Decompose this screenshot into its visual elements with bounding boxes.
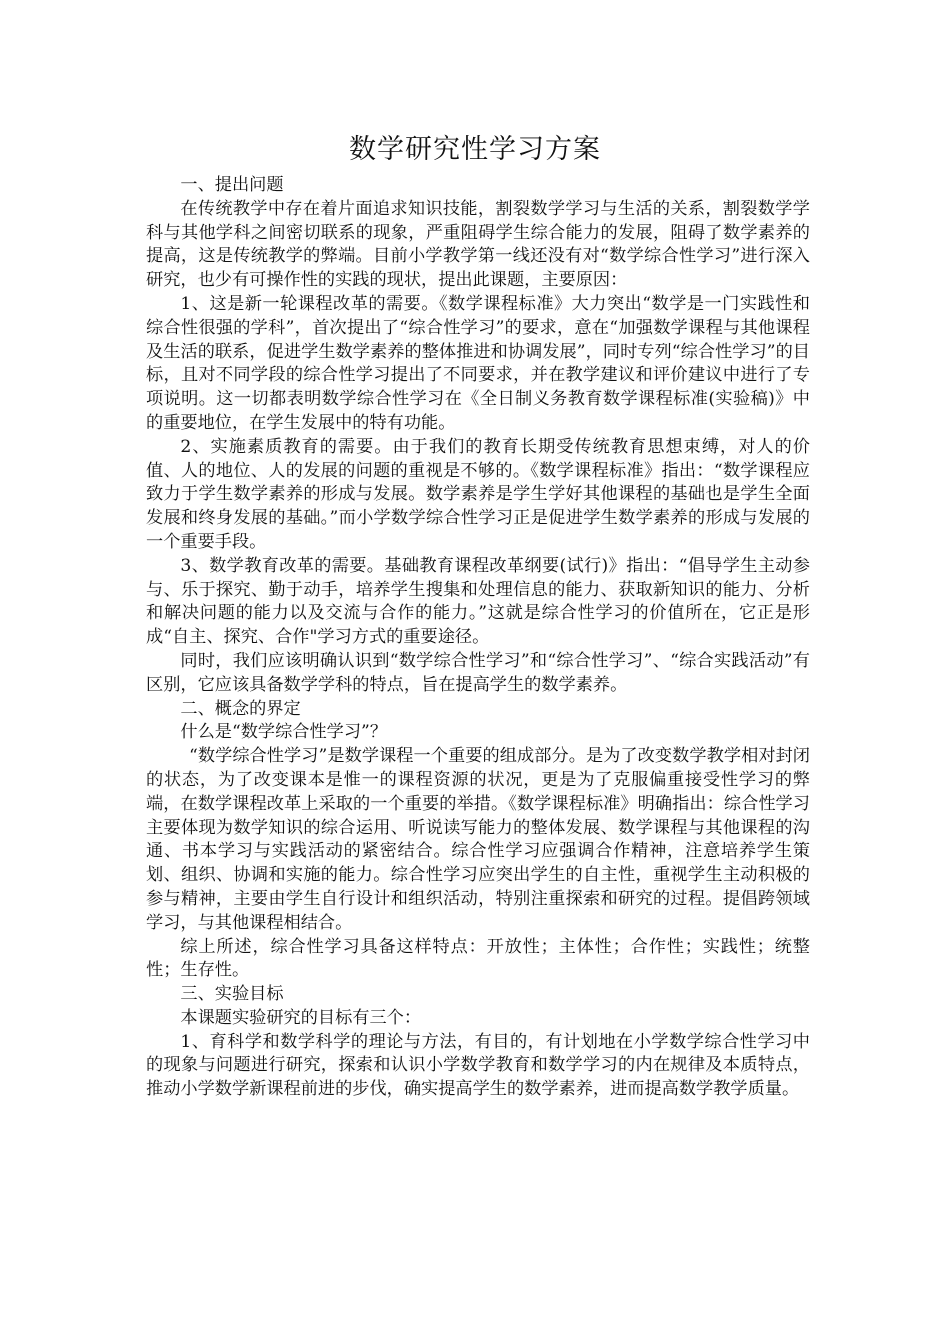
paragraph-goals-intro: 本课题实验研究的目标有三个：: [180, 1007, 422, 1028]
paragraph-reason-3: 3、数学教育改革的需要。基础教育课程改革纲要(试行)》指出：“倡导学生主动参与、乐于探究、勤于动手，培养学生搜集和处理信息的能力、获取新知识的能力、分析和解决问题的能力以及交流与合作的能力。”这就是综合性学习的价值所在，它正是形成“自主、探究、合作"学习方式的重要途径。: [146, 555, 810, 648]
paragraph-summary: 综上所述，综合性学习具备这样特点：开放性；主体性；合作性；实践性；统整性；生存性。: [146, 936, 810, 981]
section-heading-problem: 一、提出问题: [180, 175, 284, 195]
paragraph-reason-1: 1、这是新一轮课程改革的需要。《数学课程标准》大力突出“数学是一门实践性和综合性很强的学科”，首次提出了“综合性学习”的要求，意在“加强数学课程与其他课程及生活的联系，促进学生数学素养的整体推进和协调发展”，同时专列“综合性学习”的目标，且对不同学段的综合性学习提出了不同要求，并在教学建议和评价建议中进行了专项说明。这一切都表明数学综合性学习在《全日制义务教育数学课程标准(实验稿)》中的重要地位，在学生发展中的特有功能。: [146, 293, 810, 433]
document-title: 数学研究性学习方案: [349, 134, 601, 165]
paragraph-background: 在传统教学中存在着片面追求知识技能，割裂数学学习与生活的关系，割裂数学学科与其他学科之间密切联系的现象，严重阻碍学生综合能力的发展，阻碍了数学素养的提高，这是传统教学的弊端。目前小学教学第一线还没有对“数学综合性学习”进行深入研究，也少有可操作性的实践的现状，提出此课题，主要原因：: [146, 198, 810, 291]
section-heading-goals: 三、实验目标: [180, 984, 284, 1005]
document-body: [146, 174, 810, 1102]
paragraph-question: 什么是“数学综合性学习”？: [180, 722, 388, 743]
paragraph-reason-2: 2、实施素质教育的需要。由于我们的教育长期受传统教育思想束缚，对人的价值、人的地位、人的发展的问题的重视是不够的。《数学课程标准》指出：“数学课程应致力于学生数学素养的形成与发展。数学素养是学生学好其他课程的基础也是学生全面发展和终身发展的基础。”而小学数学综合性学习正是促进学生数学素养的形成与发展的一个重要手段。: [146, 436, 810, 552]
paragraph-goal-1: 1、育科学和数学科学的理论与方法，有目的，有计划地在小学数学综合性学习中的现象与问题进行研究，探索和认识小学数学教育和数学学习的内在规律及本质特点，推动小学数学新课程前进的步伐，确实提高学生的数学素养，进而提高数学教学质量。: [146, 1031, 810, 1100]
section-heading-definition: 二、概念的界定: [180, 698, 301, 719]
paragraph-definition: “数学综合性学习”是数学课程一个重要的组成部分。是为了改变数学教学相对封闭的状态，为了改变课本是惟一的课程资源的状况，更是为了克服偏重接受性学习的弊端，在数学课程改革上采取的一个重要的举措。《数学课程标准》明确指出：综合性学习主要体现为数学知识的综合运用、听说读写能力的整体发展、数学课程与其他课程的沟通、书本学习与实践活动的紧密结合。综合性学习应强调合作精神，注意培养学生策划、组织、协调和实施的能力。综合性学习应突出学生的自主性，重视学生主动积极的参与精神，主要由学生自行设计和组织活动，特别注重探索和研究的过程。提倡跨领域学习，与其他课程相结合。: [146, 746, 810, 933]
paragraph-distinction: 同时，我们应该明确认识到“数学综合性学习”和“综合性学习”、“综合实践活动”有区别，它应该具备数学学科的特点，旨在提高学生的数学素养。: [146, 650, 810, 695]
